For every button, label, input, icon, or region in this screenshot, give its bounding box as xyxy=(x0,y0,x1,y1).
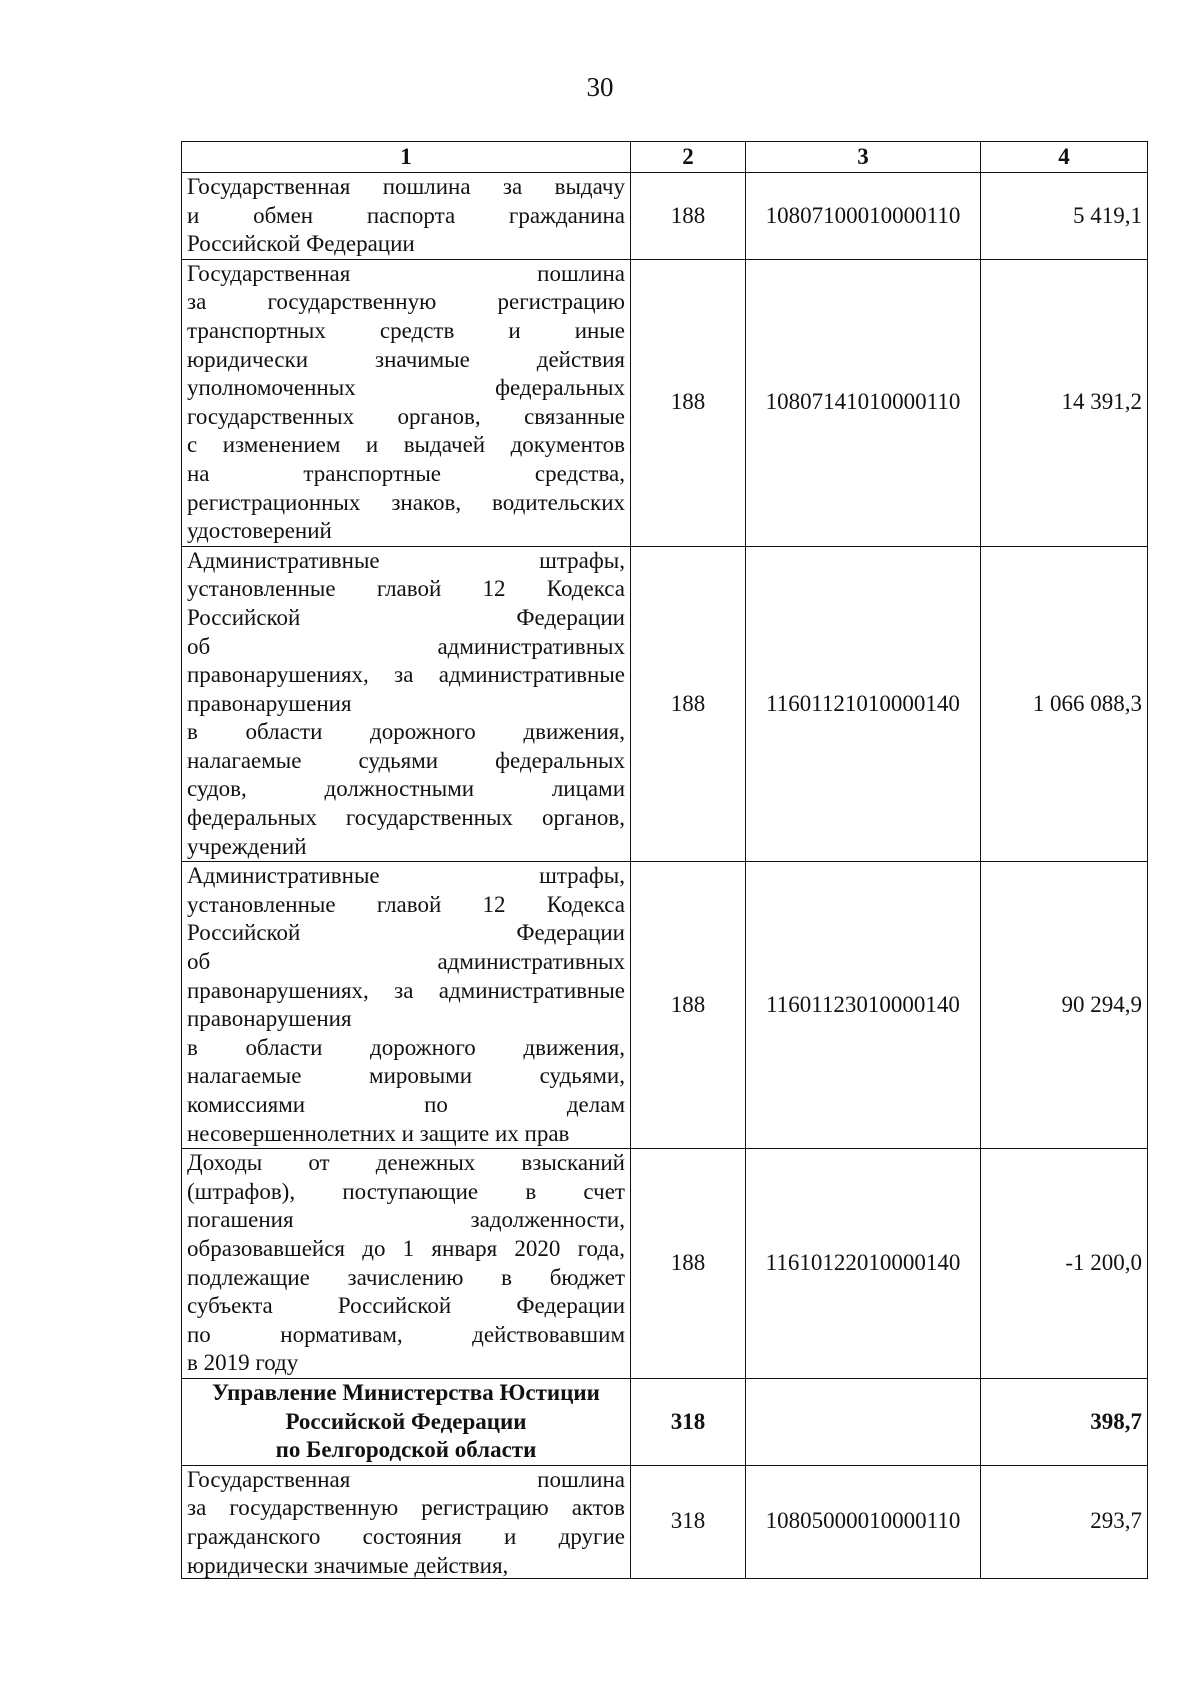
row-description xyxy=(182,1149,631,1379)
table-row xyxy=(182,1378,1148,1465)
description-line: уполномоченных федеральных xyxy=(187,375,625,401)
description-line: юридически значимые действия xyxy=(187,346,625,372)
description-line: установленные главой 12 Кодекса xyxy=(187,891,625,917)
row-admin-code: 188 xyxy=(631,546,746,862)
description-line: судов, должностными лицами xyxy=(187,776,625,802)
description-line: подлежащие зачислению в бюджет xyxy=(187,1264,625,1290)
row-kbk-code: 11601123010000140 xyxy=(746,862,981,1149)
description-line: налагаемые судьями федеральных xyxy=(187,747,625,773)
description-line: образовавшейся до 1 января 2020 года, xyxy=(187,1235,625,1261)
description-line: несовершеннолетних и защите их прав xyxy=(187,1120,570,1146)
description-line: комиссиями по делам xyxy=(187,1092,625,1117)
row-description xyxy=(182,546,631,862)
header-col-4: 4 xyxy=(981,142,1148,173)
description-line: гражданского состояния и другие xyxy=(187,1523,625,1549)
row-amount: 90 294,9 xyxy=(981,862,1148,1149)
description-line: правонарушения xyxy=(187,690,352,716)
description-line: удостоверений xyxy=(187,518,332,544)
row-amount: -1 200,0 xyxy=(981,1149,1148,1379)
revenue-table xyxy=(181,141,1148,1579)
description-line: за государственную регистрацию xyxy=(187,289,625,315)
table-row xyxy=(182,546,1148,862)
row-amount: 398,7 xyxy=(981,1378,1148,1465)
description-line: и обмен паспорта гражданина xyxy=(187,202,625,228)
row-kbk-code: 10807100010000110 xyxy=(746,173,981,260)
description-line: Административные штрафы, xyxy=(187,863,625,889)
table-header-row xyxy=(182,142,1148,173)
description-line: правонарушения xyxy=(187,1006,352,1032)
page-number: 30 xyxy=(586,72,614,102)
table-row xyxy=(182,1465,1148,1578)
description-line: Административные штрафы, xyxy=(187,547,625,573)
table-row xyxy=(182,862,1148,1149)
description-line: налагаемые мировыми судьями, xyxy=(187,1063,625,1089)
header-col-1: 1 xyxy=(182,142,631,173)
description-line: об административных xyxy=(187,949,625,975)
row-admin-code: 188 xyxy=(631,862,746,1149)
description-line: (штрафов), поступающие в счет xyxy=(187,1178,625,1204)
description-line: на транспортные средства, xyxy=(187,460,625,486)
row-description xyxy=(182,862,631,1149)
row-description xyxy=(182,1378,631,1465)
description-line: по нормативам, действовавшим xyxy=(187,1321,625,1347)
description-line: юридически значимые действия, xyxy=(187,1552,509,1578)
description-line: Доходы от денежных взысканий xyxy=(187,1150,625,1176)
description-line: в области дорожного движения, xyxy=(187,1034,625,1060)
table-row xyxy=(182,173,1148,260)
description-line: Российской Федерации xyxy=(187,231,415,257)
description-line: Государственная пошлина xyxy=(187,1466,625,1492)
row-admin-code: 318 xyxy=(631,1465,746,1578)
row-description xyxy=(182,259,631,546)
row-admin-code: 188 xyxy=(631,259,746,546)
description-line: правонарушениях, за административные xyxy=(187,662,625,688)
row-amount: 293,7 xyxy=(981,1465,1148,1578)
row-amount: 5 419,1 xyxy=(981,173,1148,260)
table-row xyxy=(182,259,1148,546)
description-line: Государственная пошлина за выдачу xyxy=(187,174,625,199)
header-col-3: 3 xyxy=(746,142,981,173)
description-line: с изменением и выдачей документов xyxy=(187,432,625,458)
header-col-2: 2 xyxy=(631,142,746,173)
row-kbk-code: 10805000010000110 xyxy=(746,1465,981,1578)
row-admin-code: 188 xyxy=(631,1149,746,1379)
row-kbk-code: 11610122010000140 xyxy=(746,1149,981,1379)
description-line: Российской Федерации xyxy=(187,604,625,630)
description-line: Российской Федерации xyxy=(285,1408,527,1434)
description-line: установленные главой 12 Кодекса xyxy=(187,576,625,602)
description-line: по Белгородской области xyxy=(275,1437,537,1463)
table-row xyxy=(182,1149,1148,1379)
row-description xyxy=(182,1465,631,1578)
description-line: регистрационных знаков, водительских xyxy=(187,489,625,515)
description-line: об административных xyxy=(187,633,625,659)
row-amount: 14 391,2 xyxy=(981,259,1148,546)
description-line: субъекта Российской Федерации xyxy=(187,1293,625,1319)
description-line: в области дорожного движения, xyxy=(187,719,625,745)
description-line: погашения задолженности, xyxy=(187,1207,625,1233)
description-line: в 2019 году xyxy=(187,1350,299,1376)
description-line: Российской Федерации xyxy=(187,920,625,946)
row-kbk-code: 10807141010000110 xyxy=(746,259,981,546)
description-line: транспортных средств и иные xyxy=(187,317,625,343)
description-line: учреждений xyxy=(187,833,307,859)
description-line: государственных органов, связанные xyxy=(187,403,625,429)
row-admin-code: 318 xyxy=(631,1378,746,1465)
description-line: федеральных государственных органов, xyxy=(187,805,625,831)
description-line: за государственную регистрацию актов xyxy=(187,1495,625,1521)
description-line: правонарушениях, за административные xyxy=(187,977,625,1003)
row-kbk-code xyxy=(746,1378,981,1465)
row-amount: 1 066 088,3 xyxy=(981,546,1148,862)
row-admin-code: 188 xyxy=(631,173,746,260)
row-kbk-code: 11601121010000140 xyxy=(746,546,981,862)
description-line: Государственная пошлина xyxy=(187,260,625,286)
row-description xyxy=(182,173,631,260)
description-line: Управление Министерства Юстиции xyxy=(212,1379,600,1405)
